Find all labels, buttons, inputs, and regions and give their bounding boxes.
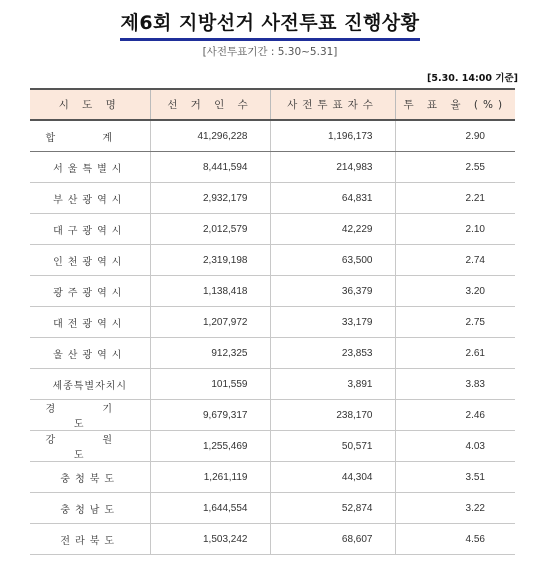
region-name: 부산광역시 (30, 183, 150, 214)
table-row (30, 183, 515, 214)
turnout-rate: 3.20 (395, 276, 515, 307)
region-name: 서울특별시 (30, 152, 150, 183)
region-name: 강 원 도 (30, 431, 150, 462)
turnout-rate: 2.46 (395, 400, 515, 431)
electors-count: 2,012,579 (150, 214, 270, 245)
electors-count: 912,325 (150, 338, 270, 369)
table-row (30, 462, 515, 493)
turnout-rate: 2.10 (395, 214, 515, 245)
table-row (30, 214, 515, 245)
region-name: 합 계 (30, 120, 150, 152)
table-row (30, 152, 515, 183)
table-row (30, 493, 515, 524)
as-of-time: [5.30. 14:00 기준] (427, 73, 518, 84)
early-voters-count: 44,304 (270, 462, 395, 493)
title-wrapper (0, 8, 540, 41)
turnout-rate: 2.74 (395, 245, 515, 276)
region-name: 울산광역시 (30, 338, 150, 369)
region-name: 세종특별자치시 (30, 369, 150, 400)
header-electors: 선 거 인 수 (150, 89, 270, 120)
turnout-rate: 3.51 (395, 462, 515, 493)
electors-count: 1,261,119 (150, 462, 270, 493)
table-row (30, 245, 515, 276)
table-body (30, 120, 515, 555)
total-row (30, 120, 515, 152)
electors-count: 41,296,228 (150, 120, 270, 152)
early-voters-count: 63,500 (270, 245, 395, 276)
early-voters-count: 238,170 (270, 400, 395, 431)
region-name: 인천광역시 (30, 245, 150, 276)
table-row (30, 307, 515, 338)
early-voters-count: 214,983 (270, 152, 395, 183)
table-row (30, 431, 515, 462)
region-name: 대전광역시 (30, 307, 150, 338)
early-voters-count: 68,607 (270, 524, 395, 555)
turnout-rate: 2.75 (395, 307, 515, 338)
early-voters-count: 52,874 (270, 493, 395, 524)
page-title: 제6회 지방선거 사전투표 진행상황 (120, 8, 419, 41)
turnout-rate: 4.56 (395, 524, 515, 555)
region-name: 충청북도 (30, 462, 150, 493)
table-row (30, 524, 515, 555)
voting-period: [사전투표기간 : 5.30~5.31] (202, 46, 338, 58)
electors-count: 2,319,198 (150, 245, 270, 276)
header-early-voters: 사전투표자수 (270, 89, 395, 120)
early-voters-count: 23,853 (270, 338, 395, 369)
electors-count: 8,441,594 (150, 152, 270, 183)
table-row (30, 369, 515, 400)
header-turnout-rate: 투 표 율 (%) (395, 89, 515, 120)
region-name: 대구광역시 (30, 214, 150, 245)
early-voters-count: 1,196,173 (270, 120, 395, 152)
turnout-rate: 2.61 (395, 338, 515, 369)
table-header-row (30, 89, 515, 120)
electors-count: 1,138,418 (150, 276, 270, 307)
electors-count: 9,679,317 (150, 400, 270, 431)
electors-count: 1,644,554 (150, 493, 270, 524)
region-name: 전라북도 (30, 524, 150, 555)
turnout-rate: 3.22 (395, 493, 515, 524)
early-voters-count: 42,229 (270, 214, 395, 245)
region-name: 경 기 도 (30, 400, 150, 431)
early-voters-count: 3,891 (270, 369, 395, 400)
early-voters-count: 36,379 (270, 276, 395, 307)
early-voters-count: 64,831 (270, 183, 395, 214)
table-row (30, 338, 515, 369)
table-row (30, 276, 515, 307)
turnout-rate: 4.03 (395, 431, 515, 462)
turnout-rate: 2.21 (395, 183, 515, 214)
electors-count: 2,932,179 (150, 183, 270, 214)
turnout-rate: 2.55 (395, 152, 515, 183)
turnout-rate: 3.83 (395, 369, 515, 400)
early-voters-count: 50,571 (270, 431, 395, 462)
turnout-rate: 2.90 (395, 120, 515, 152)
header-region: 시 도 명 (30, 89, 150, 120)
electors-count: 101,559 (150, 369, 270, 400)
early-voters-count: 33,179 (270, 307, 395, 338)
region-name: 충청남도 (30, 493, 150, 524)
electors-count: 1,255,469 (150, 431, 270, 462)
electors-count: 1,503,242 (150, 524, 270, 555)
region-name: 광주광역시 (30, 276, 150, 307)
table-row (30, 400, 515, 431)
turnout-table (30, 88, 515, 555)
electors-count: 1,207,972 (150, 307, 270, 338)
